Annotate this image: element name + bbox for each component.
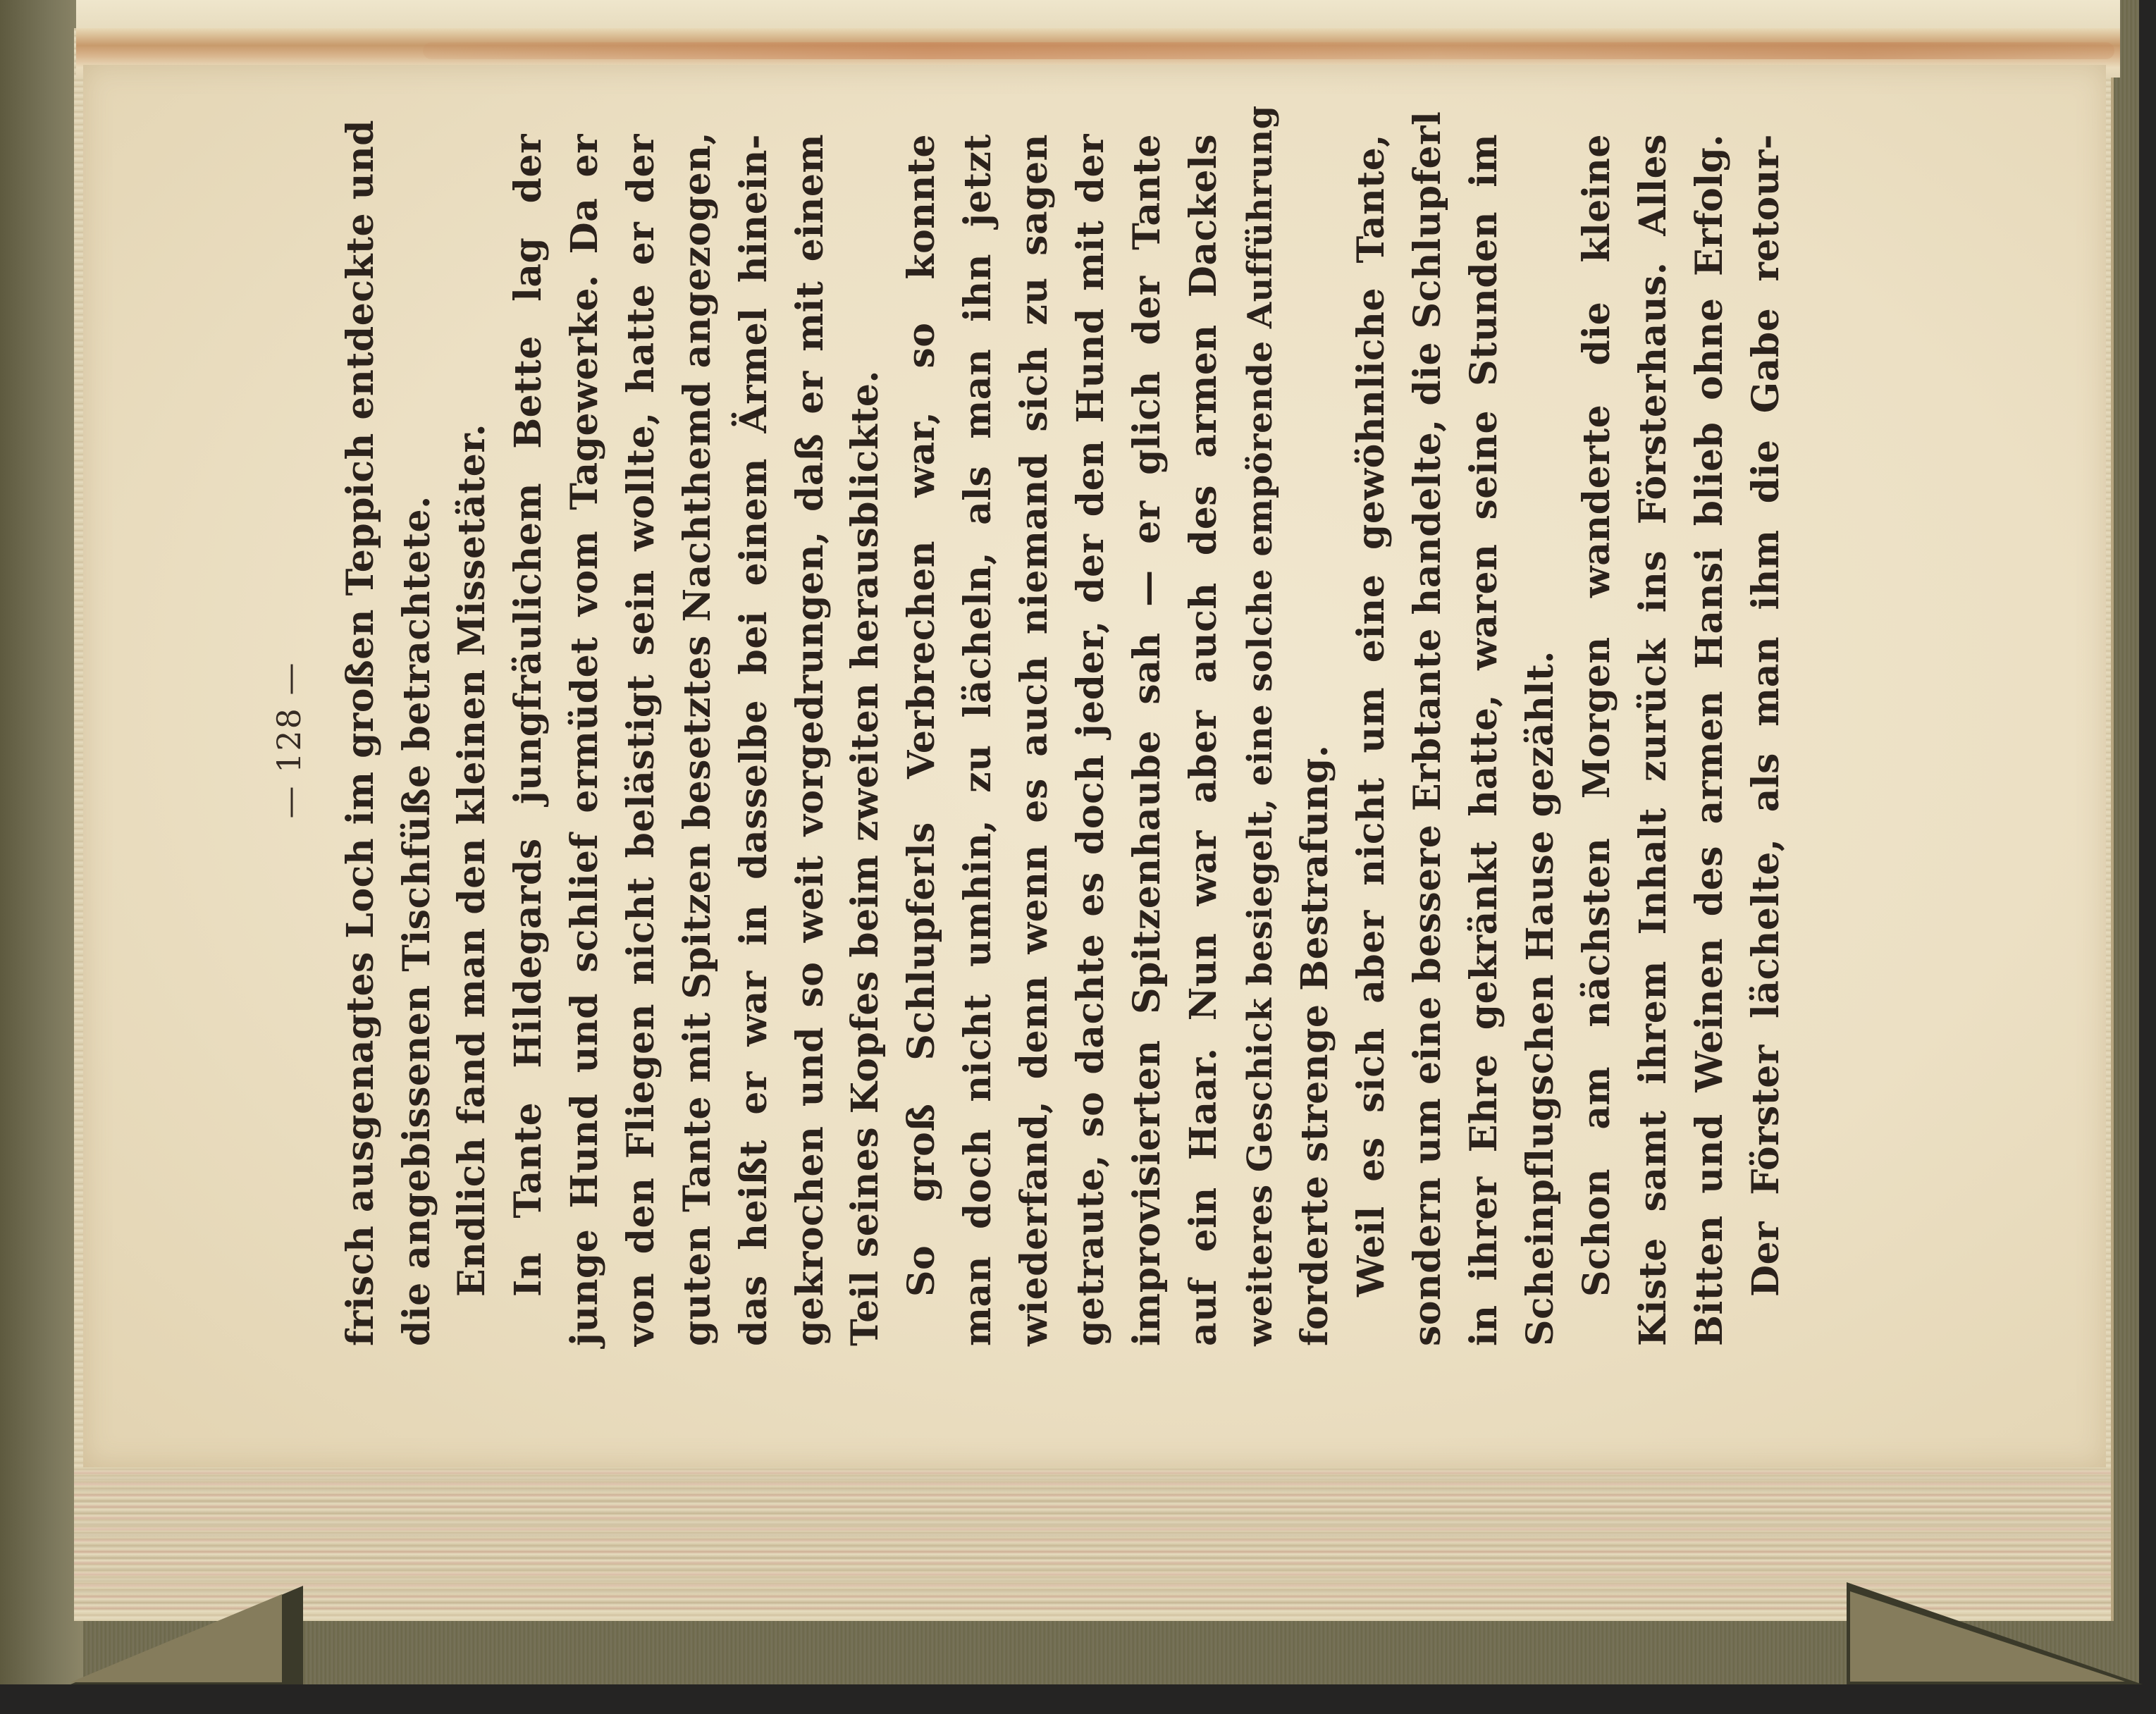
text-line: wiederfand, denn wenn es auch niemand sich zu sagen — [1013, 134, 1056, 1346]
text-line: die angebissenen Tischfüße betrachtete. — [395, 495, 438, 1346]
text-line: Schon am nächsten Morgen wanderte die kleine — [1575, 134, 1618, 1297]
corner-protector-left-cloth — [70, 1594, 282, 1682]
book-spine-edge — [0, 0, 83, 1684]
text-line: getraute, so dachte es doch jeder, der den Hund mit der — [1069, 134, 1112, 1346]
text-line: das heißt er war in dasselbe bei einem Ärmel hinein- — [732, 134, 775, 1346]
text-line: junge Hund und schlief ermüdet vom Tagewerke. Da er — [563, 134, 606, 1346]
corner-protector-right-cloth — [1850, 1591, 2125, 1682]
text-line: sondern um eine bessere Erbtante handelte, die Schlupferl — [1406, 111, 1449, 1346]
text-line: weiteres Geschick besiegelt, eine solche empörende Aufführung — [1240, 105, 1280, 1346]
facing-page-edge — [76, 0, 2120, 30]
text-line: improvisierten Spitzenhaube sah — er glich der Tante — [1126, 134, 1169, 1346]
text-line: frisch ausgenagtes Loch im großen Teppich entdeckte und — [339, 119, 382, 1346]
page-edge-marks — [74, 1469, 2111, 1610]
text-line: forderte strenge Bestrafung. — [1293, 744, 1336, 1346]
text-line: guten Tante mit Spitzen besetztes Nachthemd angezogen, — [676, 131, 719, 1346]
text-line: auf ein Haar. Nun war aber auch des armen Dackels — [1182, 134, 1225, 1346]
text-line: Scheinpflugschen Hause gezählt. — [1519, 651, 1562, 1346]
text-line: man doch nicht umhin, zu lächeln, als man ihn jetzt — [956, 134, 999, 1346]
text-line: von den Fliegen nicht belästigt sein wollte, hatte er der — [620, 134, 663, 1346]
text-line: Endlich fand man den kleinen Missetäter. — [450, 423, 493, 1297]
text-line: Weil es sich aber nicht um eine gewöhnliche Tante, — [1350, 134, 1393, 1297]
page-number: — 128 — — [270, 661, 308, 819]
text-line: Bitten und Weinen des armen Hansi blieb ohne Erfolg. — [1688, 134, 1731, 1346]
text-line: Teil seines Kopfes beim zweiten herausblickte. — [844, 369, 887, 1346]
page-text — [268, 105, 1973, 1346]
text-line: in ihrer Ehre gekränkt hatte, waren seine Stunden im — [1462, 134, 1505, 1346]
gutter-stain — [423, 42, 2114, 59]
text-line: Der Förster lächelte, als man ihm die Gabe retour- — [1744, 134, 1787, 1297]
text-line: In Tante Hildegards jungfräulichem Bette lag der — [507, 134, 550, 1297]
text-line: So groß Schlupferls Verbrechen war, so konnte — [900, 134, 943, 1297]
text-line: Kiste samt ihrem Inhalt zurück ins Försterhaus. Alles — [1632, 134, 1675, 1346]
text-line: gekrochen und so weit vorgedrungen, daß er mit einem — [789, 134, 832, 1346]
